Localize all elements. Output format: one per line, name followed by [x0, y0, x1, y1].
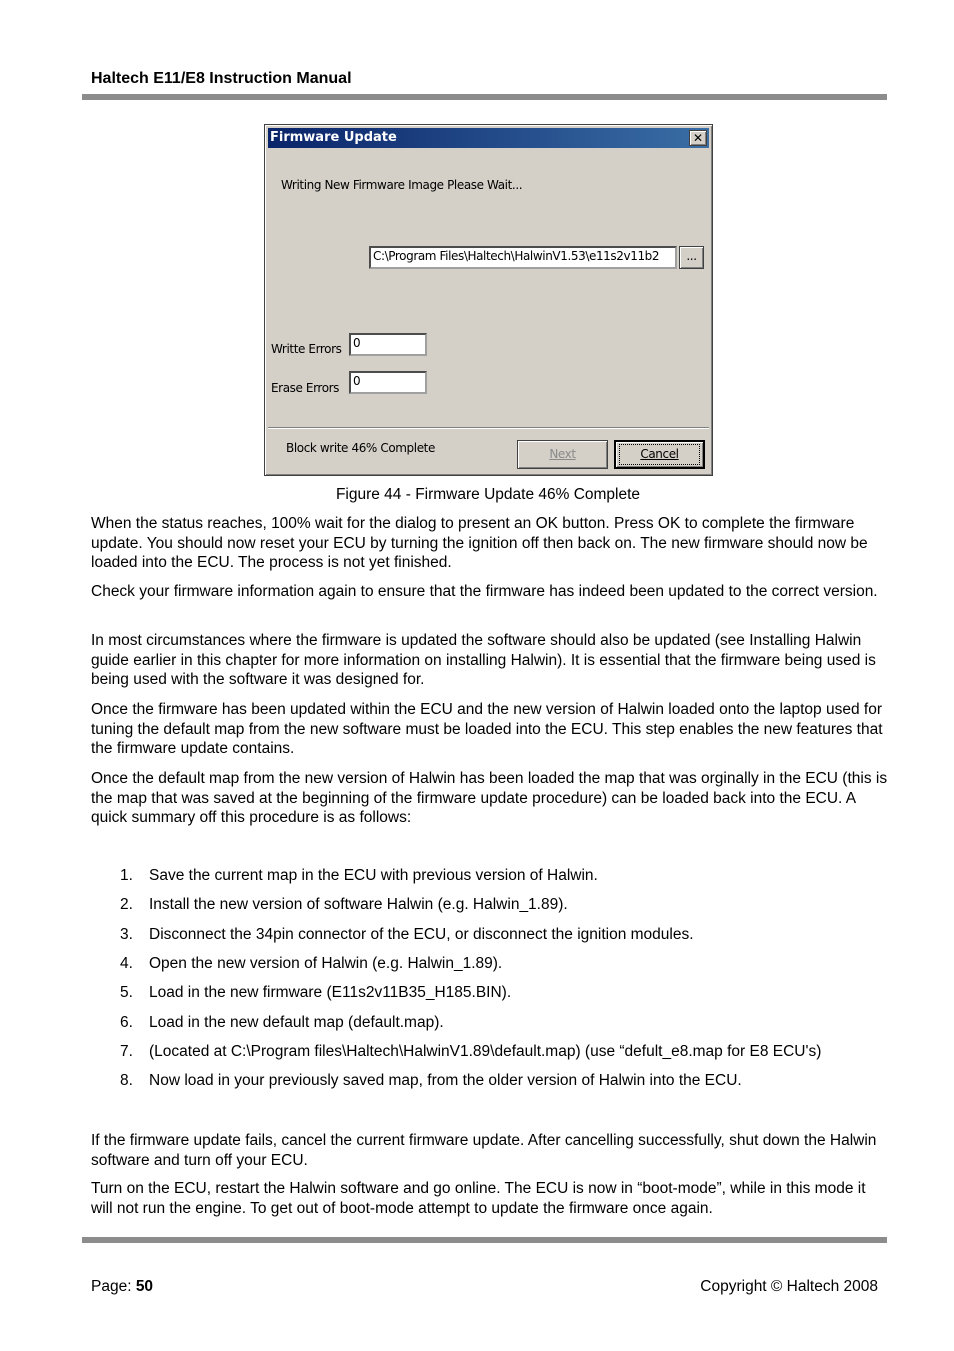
close-button[interactable] [689, 130, 707, 146]
document-header-title: Haltech E11/E8 Instruction Manual [91, 70, 352, 87]
cancel-button[interactable] [614, 440, 705, 469]
firmware-update-dialog [264, 124, 713, 476]
page-number [91, 1278, 153, 1296]
erase-errors-label: Erase Errors [271, 381, 340, 395]
write-errors-label: Writte Errors [271, 342, 342, 356]
paragraph: Once the firmware has been updated within the ECU and the new version of Halwin loaded onto the laptop used for tuning the default map from the new software must be loaded into the ECU. This step enables the new features that the firmware update contains. [91, 701, 883, 758]
paragraph: If the firmware update fails, cancel the current firmware update. After cancelling successfully, shut down the Halwin software and turn off your ECU. [91, 1132, 877, 1169]
dialog-separator [268, 427, 709, 429]
list-number: 7. [120, 1043, 133, 1060]
status-text: Block write 46% Complete [286, 441, 435, 455]
list-number: 4. [120, 955, 133, 972]
list-number: 8. [120, 1072, 133, 1089]
dialog-message: Writing New Firmware Image Please Wait... [281, 178, 523, 192]
paragraph: When the status reaches, 100% wait for the dialog to present an OK button. Press OK to complete the firmware update. You should now reset your ECU by turning the ignition off then back on. The new firmware should now be loaded into the ECU. The process is not yet finished. [91, 515, 868, 572]
list-text: Save the current map in the ECU with previous version of Halwin. [149, 867, 598, 884]
list-text: Load in the new firmware (E11s2v11B35_H185.BIN). [149, 984, 512, 1001]
browse-button[interactable]: ... [679, 246, 704, 269]
close-icon: ✕ [692, 131, 704, 145]
dialog-title: Firmware Update [270, 130, 397, 145]
write-errors-field[interactable]: 0 [349, 333, 427, 356]
list-text: Open the new version of Halwin (e.g. Halwin_1.89). [149, 955, 503, 972]
figure-caption: Figure 44 - Firmware Update 46% Complete [335, 486, 641, 503]
file-path-field[interactable]: C:\Program Files\Haltech\HalwinV1.53\e11s2v11b2 [369, 246, 677, 269]
header-rule [82, 94, 887, 100]
list-number: 2. [120, 896, 133, 913]
list-number: 3. [120, 926, 133, 943]
list-number: 6. [120, 1014, 133, 1031]
list-text: Load in the new default map (default.map). [149, 1014, 444, 1031]
copyright: Copyright © Haltech 2008 [700, 1278, 878, 1295]
cancel-button-label: Cancel [619, 444, 699, 465]
list-number: 1. [120, 867, 133, 884]
list-number: 5. [120, 984, 133, 1001]
paragraph: Check your firmware information again to ensure that the firmware has indeed been updated to the correct version. [91, 583, 878, 600]
list-text: Install the new version of software Halwin (e.g. Halwin_1.89). [149, 896, 568, 913]
dialog-titlebar [268, 128, 709, 148]
page-label: Page: [91, 1278, 136, 1295]
footer-rule [82, 1237, 887, 1243]
paragraph: Once the default map from the new version of Halwin has been loaded the map that was orginally in the ECU (this is the map that was saved at the beginning of the firmware update procedure) can be loaded back into the ECU. A quick summary off this procedure is as follows: [91, 770, 888, 827]
paragraph: In most circumstances where the firmware is updated the software should also be updated (see Installing Halwin guide earlier in this chapter for more information on installing Halwin). It is essential that the firmware being used is being used with the software it was designed for. [91, 632, 876, 689]
paragraph: Turn on the ECU, restart the Halwin software and go online. The ECU is now in “boot-mode”, while in this mode it will not run the engine. To get out of boot-mode attempt to update the firmware once again. [91, 1180, 866, 1217]
page-number-value: 50 [135, 1278, 154, 1295]
list-text: Disconnect the 34pin connector of the ECU, or disconnect the ignition modules. [149, 926, 694, 943]
list-text: Now load in your previously saved map, from the older version of Halwin into the ECU. [149, 1072, 742, 1089]
list-text: (Located at C:\Program files\Haltech\HalwinV1.89\default.map) (use “defult_e8.map for E8 ECU's) [149, 1043, 822, 1060]
erase-errors-field[interactable]: 0 [349, 371, 427, 394]
next-button[interactable]: Next [517, 440, 608, 469]
